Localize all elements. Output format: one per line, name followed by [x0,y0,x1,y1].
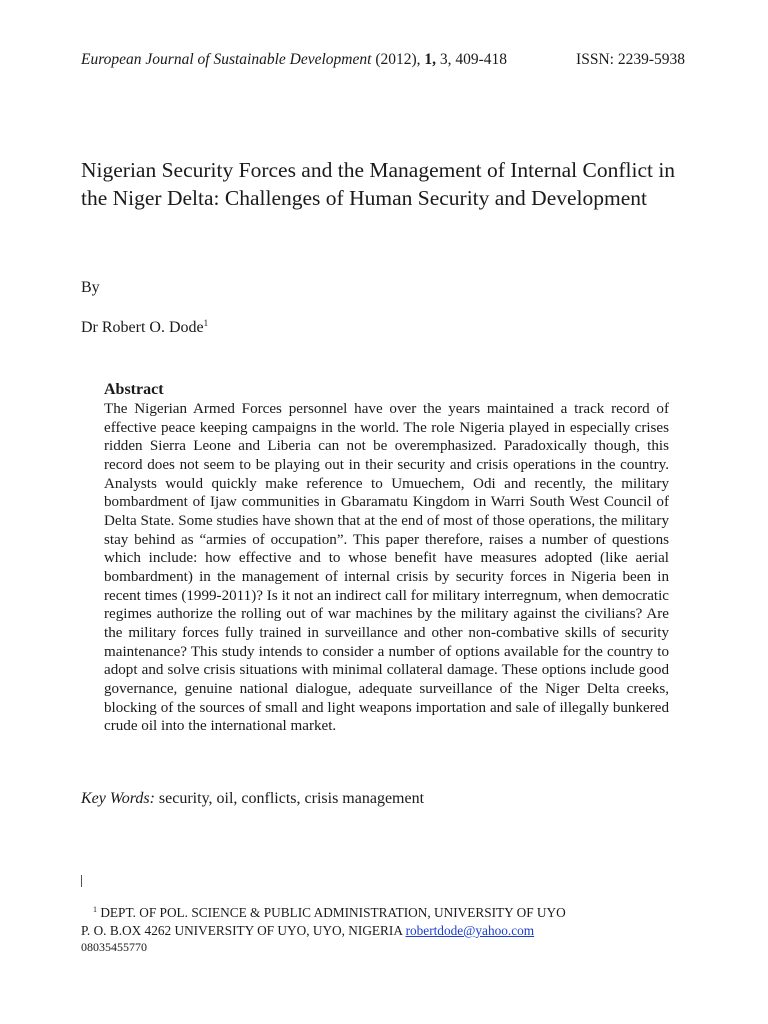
journal-volume: 1, [424,51,437,68]
footnote [81,901,681,955]
by-label: By [81,279,100,296]
abstract-body: The Nigerian Armed Forces personnel have over the years maintained a track record of effective peace keeping campaigns in the world. The role Nigeria played in especially crises ridden Sierra Leone and Liberia can not be overemphasized. Paradoxically though, this record does not seem to be playing out in their security and crisis operations in the country. Analysts would quickly make reference to Umuechem, Odi and recently, the military bombardment of Ijaw communities in Gbaramatu Kingdom in Warri South West Council of Delta State. Some studies have shown that at the end of most of those operations, the military stay behind as “armies of occupation”. This paper therefore, raises a number of questions which include: how effective and to whose benefit have measures adopted (like aerial bombardment) in the management of internal crisis by security forces in Nigeria been in recent times (1999-2011)? Is it not an indirect call for military interregnum, when democratic regimes authorize the rolling out of war machines by the military against the civilians? Are the military forces fully trained in surveillance and other non-combative skills of security maintenance? This study intends to consider a number of options available for the country to adopt and solve crisis situations with minimal collateral damage. These options include good governance, genuine national dialogue, adequate surveillance of the Niger Delta creeks, blocking of the sources of small and light weapons importation and sale of illegally bunkered crude oil into the international market. [104,401,669,735]
footnote-phone: 08035455770 [81,940,147,954]
footnote-separator [81,875,82,887]
footnote-mark: 1 [93,905,97,914]
footnote-line-1 [81,901,681,922]
author-line [81,318,208,337]
author-footnote-mark: 1 [203,318,209,328]
paper-title: Nigerian Security Forces and the Management of Internal Conflict in the Niger Delta: Challenges of Human Security and Development [81,158,676,210]
footnote-address: P. O. B.OX 4262 UNIVERSITY OF UYO, UYO, NIGERIA [81,923,403,938]
footnote-line-2 [81,922,681,940]
journal-issue-pages: 3, 409-418 [439,51,508,68]
issn: ISSN: 2239-5938 [576,51,685,68]
keywords-text: security, oil, conflicts, crisis management [158,790,425,807]
keywords-line [81,790,424,808]
journal-name: European Journal of Sustainable Development [81,51,372,68]
abstract-section [104,380,669,736]
author-name: Dr Robert O. Dode [81,319,204,336]
footnote-affiliation: DEPT. OF POL. SCIENCE & PUBLIC ADMINISTRATION, UNIVERSITY OF UYO [100,905,566,920]
keywords-label: Key Words: [81,790,155,807]
author-email-link[interactable]: robertdode@yahoo.com [405,923,535,938]
journal-citation [81,50,507,70]
abstract-heading: Abstract [104,381,164,398]
journal-year: (2012), [375,51,421,68]
